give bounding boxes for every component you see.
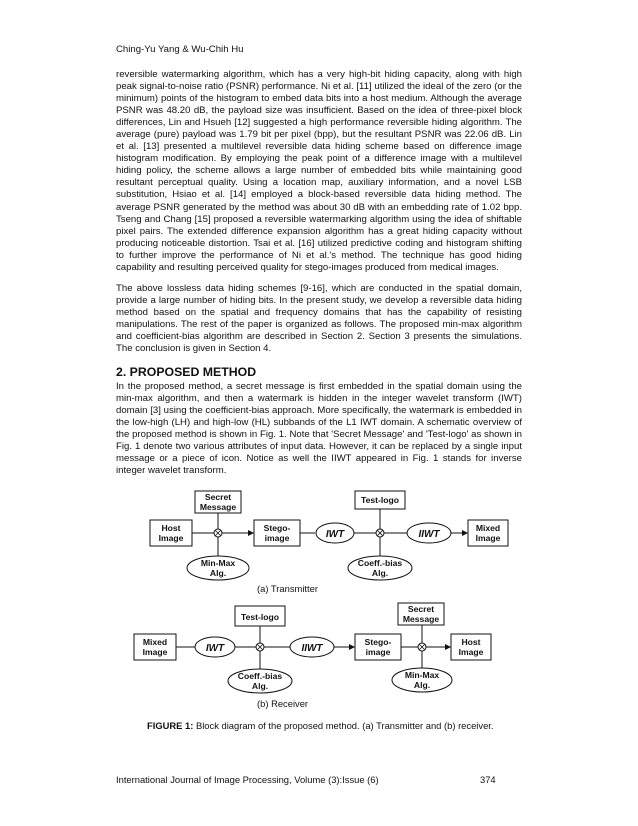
figure-caption-text: Block diagram of the proposed method. (a) Transmitter and (b) receiver. (193, 720, 494, 731)
paragraph-overview: The above lossless data hiding schemes [9-16], which are conducted in the spatial domain, provide a large number of hiding bits. In the present study, we develop a reversible data hiding method based on the spatial and frequency domains that has the capability of resisting manipulations. The rest of the paper is organized as follows. The proposed min-max algorithm and coefficient-bias algorithm are described in Section 2. Section 3 presents the simulations. The conclusion is given in Section 4. (116, 283, 522, 355)
rx-host-label-2: Image (458, 647, 484, 657)
tx-minmax-label-1: Min-Max (200, 558, 236, 568)
rx-stego-label-1: Stego- (364, 637, 392, 647)
tx-secret-label-1: Secret (204, 492, 232, 502)
tx-iiwt-label: IIWT (418, 529, 440, 540)
paragraph-proposed-method: In the proposed method, a secret message is first embedded in the spatial domain using the min-max algorithm, and then a watermark is hidden in the integer wavelet transform (IWT) domain [3] using the coefficient-bias approach. More specifically, the watermark is embedded in the low-high (LH) and high-low (HL) subbands of the L1 IWT domain. A schematic overview of the proposed method is shown in Fig. 1. Note that 'Secret Message' and 'Test-logo' as shown in Fig. 1 denote two various attributes of input data. However, it can be replaced by a single input message or a piece of icon. Notice as well the IIWT appeared in Fig. 1 stands for inverse integer wavelet transform. (116, 381, 522, 477)
footer-journal: International Journal of Image Processing, Volume (3):Issue (6) (116, 774, 379, 785)
tx-minmax-label-2: Alg. (209, 568, 227, 578)
figure-caption-label: FIGURE 1: (147, 720, 194, 731)
rx-minmax-label-1: Min-Max (404, 670, 440, 680)
block-diagram (120, 488, 520, 716)
tx-coeff-label-2: Alg. (371, 568, 389, 578)
rx-iiwt-label: IIWT (301, 643, 323, 654)
rx-secret-label-2: Message (402, 614, 440, 624)
receiver-subcaption: (b) Receiver (257, 698, 309, 709)
transmitter-subcaption: (a) Transmitter (257, 583, 318, 594)
tx-host-label-1: Host (161, 523, 181, 533)
rx-iwt-label: IWT (205, 643, 225, 654)
rx-secret-label-1: Secret (407, 604, 435, 614)
rx-minmax-label-2: Alg. (413, 680, 431, 690)
tx-test-logo-label: Test-logo (360, 495, 400, 505)
rx-test-logo-label: Test-logo (240, 612, 280, 622)
rx-stego-label-2: image (365, 647, 391, 657)
running-header: Ching-Yu Yang & Wu-Chih Hu (116, 44, 244, 55)
rx-coeff-label-2: Alg. (251, 681, 269, 691)
tx-secret-label-2: Message (199, 502, 237, 512)
tx-mixed-label-1: Mixed (475, 523, 501, 533)
tx-host-label-2: Image (158, 533, 184, 543)
tx-iwt-label: IWT (325, 529, 345, 540)
rx-mixed-label-1: Mixed (142, 637, 168, 647)
tx-stego-label-2: image (264, 533, 290, 543)
tx-coeff-label-1: Coeff.-bias (357, 558, 403, 568)
paragraph-related-work: reversible watermarking algorithm, which has a very high-bit hiding capacity, along with high peak signal-to-noise ratio (PSNR) performance. Ni et al. [11] utilized the ideal of the zero (or the minimum) points of the histogram to embed data bits into a host medium. Although the average PSNR was 48.20 dB, the payload size was insufficient. Based on the idea of three-pixel block differences, Lin and Hsueh [12] suggested a high performance reversible hiding algorithm. The average (pure) payload was 1.79 bit per pixel (bpp), but the resultant PSNR was 22.06 dB. Lin et al. [13] presented a multilevel reversible data hiding scheme based on difference image histogram modification. By employing the peak point of a difference image with a multilevel hiding policy, the scheme allows a large number of embedded bits while maintaining good resultant perceptual quality. Using a location map, auxiliary information, and a novel LSB substitution, Hsiao et al. [14] employed a block-based reversible data hiding method. The average PSNR generated by the method was about 30 dB with an embedding rate of 1.02 bpp. Tseng and Chang [15] proposed a reversible watermarking algorithm using the idea of shiftable pixel pairs. The extended difference expansion algorithm has a great hiding capacity without producing noticeable distortion. Tsai et al. [16] utilized predictive coding and histogram shifting to further improve the performance of Ni et al.'s method. The technique has good hiding capability and resulting perceived quality for stego-images produced from medical images. (116, 69, 522, 273)
rx-mixed-label-2: Image (142, 647, 168, 657)
section-title: 2. PROPOSED METHOD (116, 365, 257, 379)
rx-host-label-1: Host (461, 637, 481, 647)
tx-mixed-label-2: Image (475, 533, 501, 543)
rx-coeff-label-1: Coeff.-bias (237, 671, 283, 681)
footer-page-number: 374 (480, 774, 496, 785)
figure-caption (147, 720, 494, 731)
tx-stego-label-1: Stego- (263, 523, 291, 533)
